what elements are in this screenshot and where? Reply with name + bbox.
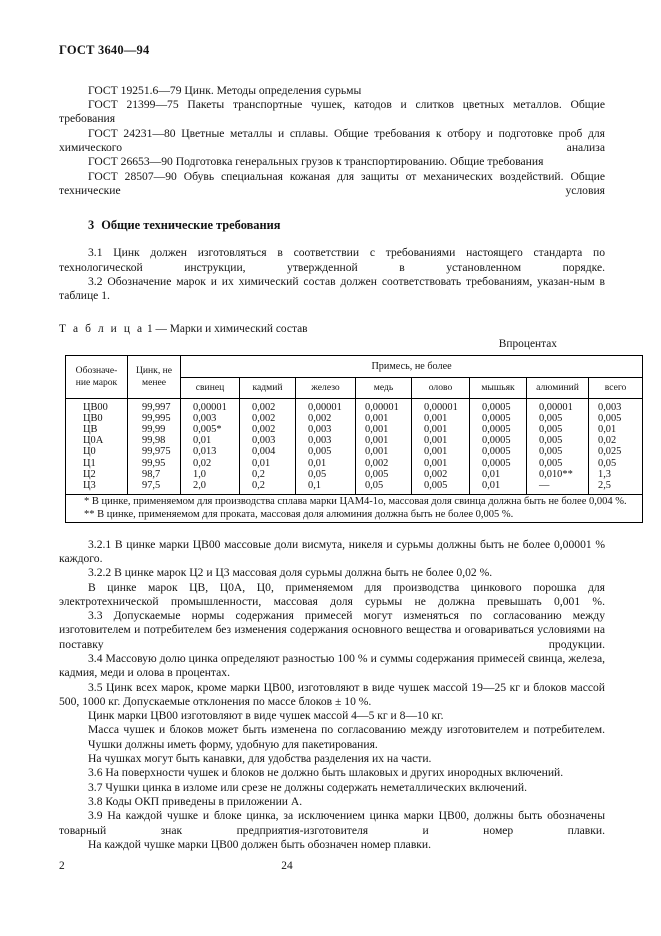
- cell-arsenic: 0,0005: [470, 458, 527, 469]
- cell-lead: 0,013: [181, 446, 240, 457]
- cell-cadmium: 0,002: [240, 413, 296, 424]
- cell-mark: Ц0: [66, 446, 128, 457]
- column-header-mark-line1: Обозначе-: [75, 364, 118, 376]
- column-header-copper: медь: [356, 378, 412, 398]
- column-header-lead: свинец: [181, 378, 240, 398]
- cell-total: 0,02: [589, 435, 643, 446]
- cell-zinc: 99,975: [128, 446, 181, 457]
- cell-aluminium: —: [527, 480, 589, 495]
- cell-tin: 0,001: [412, 458, 470, 469]
- paragraph-3-2-1: 3.2.1 В цинке марки ЦВ00 массовые доли висмута, никеля и сурьмы должны быть не более 0,00001 % каждого.: [59, 537, 605, 565]
- paragraph-ingot-mass: Масса чушек и блоков может быть изменена по согласованию между изготовителем и потребителем.: [88, 723, 605, 737]
- cell-zinc: 99,995: [128, 413, 181, 424]
- cell-iron: 0,05: [296, 469, 356, 480]
- column-header-impurity-group: Примесь, не более: [181, 355, 643, 378]
- cell-aluminium: 0,010**: [527, 469, 589, 480]
- cell-total: 0,025: [589, 446, 643, 457]
- cell-total: 0,005: [589, 413, 643, 424]
- cell-mark: Ц3: [66, 480, 128, 495]
- cell-zinc: 99,98: [128, 435, 181, 446]
- page-title: ГОСТ 3640—94: [59, 43, 150, 57]
- paragraph-3-1: 3.1 Цинк должен изготовляться в соответствии с требованиями настоящего стандарта по технологической инструкции, утвержденной в установленном порядке.: [59, 246, 605, 274]
- table-row: [66, 435, 643, 446]
- paragraph-3-8: 3.8 Коды ОКП приведены в приложении А.: [88, 794, 303, 808]
- table-footnotes: [66, 495, 643, 522]
- paragraph-ingot-grooves: На чушках могут быть канавки, для удобства разделения их на части.: [88, 752, 432, 766]
- table-row: [66, 469, 643, 480]
- cell-lead: 0,005*: [181, 424, 240, 435]
- column-header-arsenic: мышьяк: [470, 378, 527, 398]
- table-caption: [59, 322, 605, 336]
- page-footer: [59, 860, 605, 874]
- cell-aluminium: 0,005: [527, 446, 589, 457]
- table-units-note: Впроцентах: [498, 337, 557, 350]
- column-header-zinc-line1: Цинк, не: [135, 364, 173, 376]
- paragraph-3-4: 3.4 Массовую долю цинка определяют разностью 100 % и суммы содержания примесей свинца, железа, кадмия, меди и олова в процентах.: [59, 651, 605, 680]
- paragraph-3-7: 3.7 Чушки цинка в изломе или срезе не должны содержать неметаллических включений.: [88, 780, 527, 794]
- cell-copper: 0,005: [356, 469, 412, 480]
- cell-iron: 0,003: [296, 424, 356, 435]
- cell-arsenic: 0,0005: [470, 424, 527, 435]
- cell-tin: 0,001: [412, 424, 470, 435]
- cell-lead: 0,00001: [181, 398, 240, 413]
- cell-cadmium: 0,01: [240, 458, 296, 469]
- cell-mark: ЦВ0: [66, 413, 128, 424]
- cell-arsenic: 0,01: [470, 480, 527, 495]
- footnote-single-asterisk: * В цинке, применяемом для производства сплава марки ЦАМ4-1о, массовая доля свинца должна быть не более 0,004 %.: [84, 496, 627, 508]
- reference-item: ГОСТ 21399—75 Пакеты транспортные чушек, катодов и слитков цветных металлов. Общие требования: [59, 98, 605, 126]
- cell-total: 2,5: [589, 480, 643, 495]
- cell-mark: Ц0А: [66, 435, 128, 446]
- cell-lead: 1,0: [181, 469, 240, 480]
- cell-arsenic: 0,01: [470, 469, 527, 480]
- table-footnotes-row: [66, 495, 643, 522]
- cell-copper: 0,001: [356, 424, 412, 435]
- reference-item: ГОСТ 26653—90 Подготовка генеральных грузов к транспортированию. Общие требования: [88, 155, 544, 169]
- composition-table: [65, 355, 643, 523]
- paragraph-3-9: 3.9 На каждой чушке и блоке цинка, за исключением цинка марки ЦВ00, должны быть обозначены товарный знак предприятия-изготовителя и номер плавки.: [59, 809, 605, 837]
- cell-aluminium: 0,005: [527, 413, 589, 424]
- cell-arsenic: 0,0005: [470, 435, 527, 446]
- cell-zinc: 99,95: [128, 458, 181, 469]
- references-list: [59, 84, 605, 198]
- cell-mark: ЦВ00: [66, 398, 128, 413]
- cell-total: 0,003: [589, 398, 643, 413]
- cell-mark: Ц2: [66, 469, 128, 480]
- cell-cadmium: 0,2: [240, 469, 296, 480]
- column-header-total: всего: [589, 378, 643, 398]
- cell-total: 1,3: [589, 469, 643, 480]
- paragraph-zinc-powder: В цинке марок ЦВ, Ц0А, Ц0, применяемом для производства цинкового порошка для электротехнической промышленности, массовая доля сурьмы не должна превышать 0,001 %.: [59, 580, 605, 608]
- body-paragraphs: [59, 538, 605, 853]
- section-title-text: Общие технические требования: [101, 218, 281, 233]
- cell-aluminium: 0,00001: [527, 398, 589, 413]
- cell-aluminium: 0,005: [527, 424, 589, 435]
- paragraph-3-5: 3.5 Цинк всех марок, кроме марки ЦВ00, изготовляют в виде чушек массой 19—25 кг и блоков массой 500, 1000 кг. Допускаемые отклонения по массе блоков ± 10 %.: [59, 680, 605, 708]
- paragraph-3-2: 3.2 Обозначение марок и их химический состав должен соответствовать требованиям, указан-ным в таблице 1.: [59, 274, 605, 303]
- cell-tin: 0,00001: [412, 398, 470, 413]
- cell-cadmium: 0,004: [240, 446, 296, 457]
- cell-iron: 0,01: [296, 458, 356, 469]
- column-header-mark-line2: ние марок: [75, 376, 118, 388]
- footnote-double-asterisk: ** В цинке, применяемом для проката, массовая доля алюминия должна быть не более 0,005 %.: [84, 509, 514, 521]
- paragraph-heat-number: На каждой чушке марки ЦВ00 должен быть обозначен номер плавки.: [88, 837, 432, 851]
- column-header-iron: железо: [296, 378, 356, 398]
- cell-aluminium: 0,005: [527, 458, 589, 469]
- table-row: [66, 458, 643, 469]
- paragraph-cv00-ingots: Цинк марки ЦВ00 изготовляют в виде чушек массой 4—5 кг и 8—10 кг.: [88, 709, 444, 723]
- section-number: 3: [88, 218, 95, 233]
- cell-total: 0,01: [589, 424, 643, 435]
- cell-lead: 2,0: [181, 480, 240, 495]
- cell-cadmium: 0,002: [240, 424, 296, 435]
- cell-iron: 0,005: [296, 446, 356, 457]
- cell-copper: 0,00001: [356, 398, 412, 413]
- cell-iron: 0,002: [296, 413, 356, 424]
- cell-copper: 0,05: [356, 480, 412, 495]
- cell-iron: 0,003: [296, 435, 356, 446]
- column-header-cadmium: кадмий: [240, 378, 296, 398]
- reference-item: ГОСТ 19251.6—79 Цинк. Методы определения сурьмы: [88, 83, 362, 97]
- reference-item: ГОСТ 24231—80 Цветные металлы и сплавы. Общие требования к отбору и подготовке проб для химического анализа: [59, 126, 605, 154]
- page-number-left: 2: [59, 860, 65, 872]
- page-number-center: 24: [281, 860, 293, 872]
- column-header-mark: [66, 355, 128, 398]
- cell-arsenic: 0,0005: [470, 446, 527, 457]
- cell-arsenic: 0,0005: [470, 398, 527, 413]
- cell-tin: 0,001: [412, 435, 470, 446]
- cell-tin: 0,005: [412, 480, 470, 495]
- cell-tin: 0,002: [412, 469, 470, 480]
- cell-copper: 0,001: [356, 446, 412, 457]
- cell-total: 0,05: [589, 458, 643, 469]
- table-row: [66, 480, 643, 495]
- cell-iron: 0,1: [296, 480, 356, 495]
- cell-zinc: 99,99: [128, 424, 181, 435]
- cell-lead: 0,003: [181, 413, 240, 424]
- paragraph-3-3: 3.3 Допускаемые нормы содержания примесей могут изменяться по согласованию между изготовителем и потребителем без изменения содержания основного вещества и оговариваться условиями на поставку продукции.: [59, 609, 605, 651]
- cell-copper: 0,001: [356, 413, 412, 424]
- paragraph-3-2-2: 3.2.2 В цинке марок Ц2 и Ц3 массовая доля сурьмы должна быть не более 0,02 %.: [88, 566, 493, 580]
- cell-lead: 0,02: [181, 458, 240, 469]
- cell-tin: 0,001: [412, 446, 470, 457]
- section-paragraphs: [59, 246, 605, 303]
- section-heading: [59, 218, 605, 232]
- table-caption-text: 1 — Марки и химический состав: [147, 322, 308, 335]
- paragraph-ingot-form: Чушки должны иметь форму, удобную для пакетирования.: [88, 737, 378, 751]
- table-row: [66, 424, 643, 435]
- cell-cadmium: 0,002: [240, 398, 296, 413]
- cell-tin: 0,001: [412, 413, 470, 424]
- column-header-zinc-line2: менее: [142, 376, 166, 388]
- cell-lead: 0,01: [181, 435, 240, 446]
- cell-iron: 0,00001: [296, 398, 356, 413]
- cell-mark: ЦВ: [66, 424, 128, 435]
- cell-mark: Ц1: [66, 458, 128, 469]
- table-row: [66, 446, 643, 457]
- table-row: [66, 398, 643, 413]
- table-caption-label: Т а б л и ц а: [59, 322, 145, 335]
- cell-zinc: 97,5: [128, 480, 181, 495]
- cell-zinc: 99,997: [128, 398, 181, 413]
- cell-cadmium: 0,2: [240, 480, 296, 495]
- column-header-zinc: [128, 355, 181, 398]
- cell-cadmium: 0,003: [240, 435, 296, 446]
- cell-arsenic: 0,0005: [470, 413, 527, 424]
- cell-zinc: 98,7: [128, 469, 181, 480]
- column-header-tin: олово: [412, 378, 470, 398]
- cell-copper: 0,002: [356, 458, 412, 469]
- column-header-aluminium: алюминий: [527, 378, 589, 398]
- table-row: [66, 413, 643, 424]
- composition-table-body: [66, 398, 643, 522]
- reference-item: ГОСТ 28507—90 Обувь специальная кожаная для защиты от механических воздействий. Общие технические условия: [59, 169, 605, 197]
- cell-aluminium: 0,005: [527, 435, 589, 446]
- cell-copper: 0,001: [356, 435, 412, 446]
- paragraph-3-6: 3.6 На поверхности чушек и блоков не должно быть шлаковых и других инородных включений.: [88, 766, 564, 780]
